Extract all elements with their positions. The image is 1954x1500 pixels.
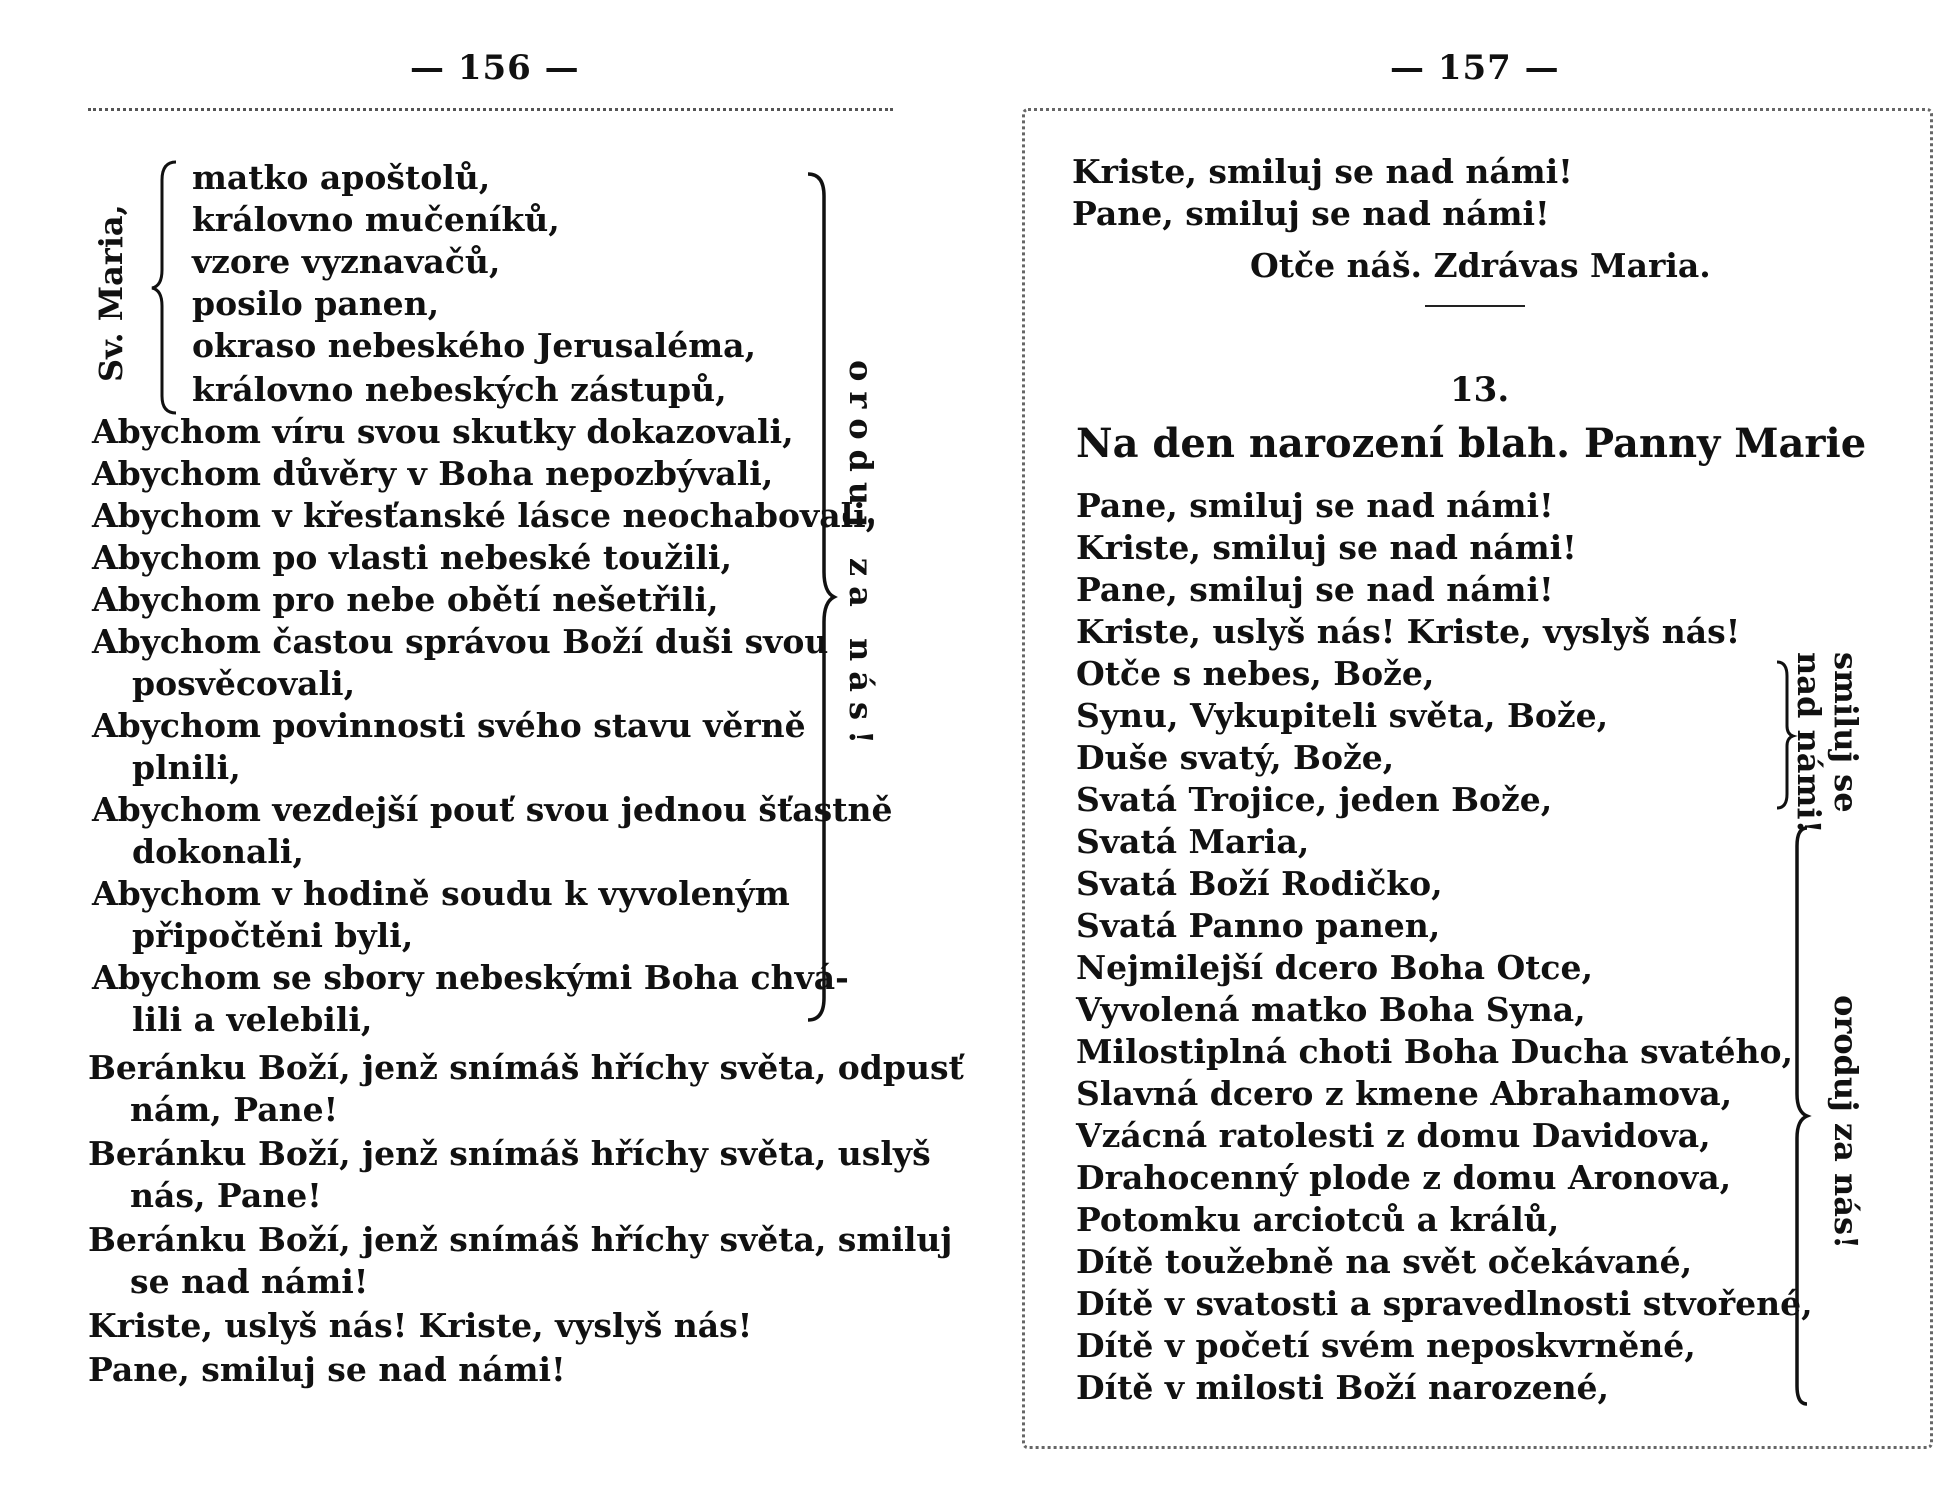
section-number: 13. [1450,370,1510,410]
petition-10: Abychom se sbory nebeskými Boha chvá- [92,958,849,997]
petition-8: Abychom vezdejší pouť svou jednou šťastně [92,790,893,829]
marian-response: oroduj za nás! [1827,995,1865,1250]
petition-2: Abychom důvěry v Boha nepozbývali, [92,454,774,493]
closing-4: Kriste, uslyš nás! Kriste, vyslyš nás! [88,1306,753,1345]
petition-10-cont: lili a velebili, [132,1000,373,1039]
section-title: Na den narození blah. Panny Marie [1076,420,1867,467]
page-number-left: — 156 — [410,48,580,88]
petition-5: Abychom pro nebe obětí nešetřili, [92,580,719,619]
opening-1: Pane, smiluj se nad námi! [1076,486,1554,525]
marian-12: Dítě v svatosti a spravedlnosti stvořené, [1076,1284,1813,1323]
bracket-line-2: královno mučeníků, [192,200,560,239]
bracket-line-5: okraso nebeského Jerusaléma, [192,326,756,365]
closing-3-cont: se nad námi! [130,1262,369,1301]
petition-7: Abychom povinnosti svého stavu věrně [92,706,806,745]
right-page [1000,0,1954,1500]
trinity-4: Svatá Trojice, jeden Bože, [1076,780,1553,819]
closing-2-cont: nás, Pane! [130,1176,322,1215]
marian-2: Svatá Boží Rodičko, [1076,864,1443,903]
marian-1: Svatá Maria, [1076,822,1310,861]
marian-3: Svatá Panno panen, [1076,906,1441,945]
marian-8: Vzácná ratolesti z domu Davidova, [1076,1116,1711,1155]
left-page [0,0,964,1500]
marian-11: Dítě toužebně na svět očekávané, [1076,1242,1693,1281]
trinity-3: Duše svatý, Bože, [1076,738,1395,777]
marian-14: Dítě v milosti Boží narozené, [1076,1368,1610,1407]
vertical-refrain-oroduj: oroduj za nás! [842,360,880,755]
petition-7-cont: plnili, [132,748,241,787]
marian-9: Drahocenný plode z domu Aronova, [1076,1158,1732,1197]
left-brace [150,160,180,415]
closing-5: Pane, smiluj se nad námi! [88,1350,566,1389]
petition-3: Abychom v křesťanské lásce neochabovali, [92,496,878,535]
marian-13: Dítě v početí svém neposkvrněné, [1076,1326,1696,1365]
closing-1: Beránku Boží, jenž snímáš hříchy světa, odpusť [88,1048,964,1087]
petition-1: Abychom víru svou skutky dokazovali, [92,412,794,451]
petition-8-cont: dokonali, [132,832,304,871]
bracket-line-3: vzore vyznavačů, [192,242,501,281]
vertical-label-sv-maria: Sv. Maria, [92,204,130,382]
bracket-line-1: matko apoštolů, [192,158,491,197]
top-line-1: Kriste, smiluj se nad námi! [1072,152,1573,191]
marian-10: Potomku arciotců a králů, [1076,1200,1560,1239]
top-ornament-rule [88,108,893,111]
trinity-2: Synu, Vykupiteli světa, Bože, [1076,696,1609,735]
marian-brace [1795,826,1819,1406]
page-number-right: — 157 — [1390,48,1560,88]
petition-9-cont: připočtěni byli, [132,916,414,955]
opening-2: Kriste, smiluj se nad námi! [1076,528,1577,567]
short-rule [1425,305,1525,307]
marian-6: Milostiplná choti Boha Ducha svatého, [1076,1032,1794,1071]
top-line-3: Otče náš. Zdrávas Maria. [1250,246,1711,285]
trinity-response-2: nad námi! [1790,652,1828,834]
marian-7: Slavná dcero z kmene Abrahamova, [1076,1074,1733,1113]
petition-4: Abychom po vlasti nebeské toužili, [92,538,732,577]
petition-6: Abychom častou správou Boží duši svou [92,622,829,661]
petition-9: Abychom v hodině soudu k vyvoleným [92,874,790,913]
closing-2: Beránku Boží, jenž snímáš hříchy světa, uslyš [88,1134,931,1173]
bracket-line-4: posilo panen, [192,284,440,323]
marian-5: Vyvolená matko Boha Syna, [1076,990,1586,1029]
opening-4: Kriste, uslyš nás! Kriste, vyslyš nás! [1076,612,1741,651]
petition-6-cont: posvěcovali, [132,664,356,703]
top-line-2: Pane, smiluj se nad námi! [1072,194,1550,233]
bracket-line-6: královno nebeských zástupů, [192,370,727,409]
right-brace [806,172,836,1022]
opening-3: Pane, smiluj se nad námi! [1076,570,1554,609]
trinity-1: Otče s nebes, Bože, [1076,654,1435,693]
trinity-response-1: smiluj se [1827,652,1865,813]
closing-1-cont: nám, Pane! [130,1090,339,1129]
closing-3: Beránku Boží, jenž snímáš hříchy světa, smiluj [88,1220,953,1259]
marian-4: Nejmilejší dcero Boha Otce, [1076,948,1594,987]
